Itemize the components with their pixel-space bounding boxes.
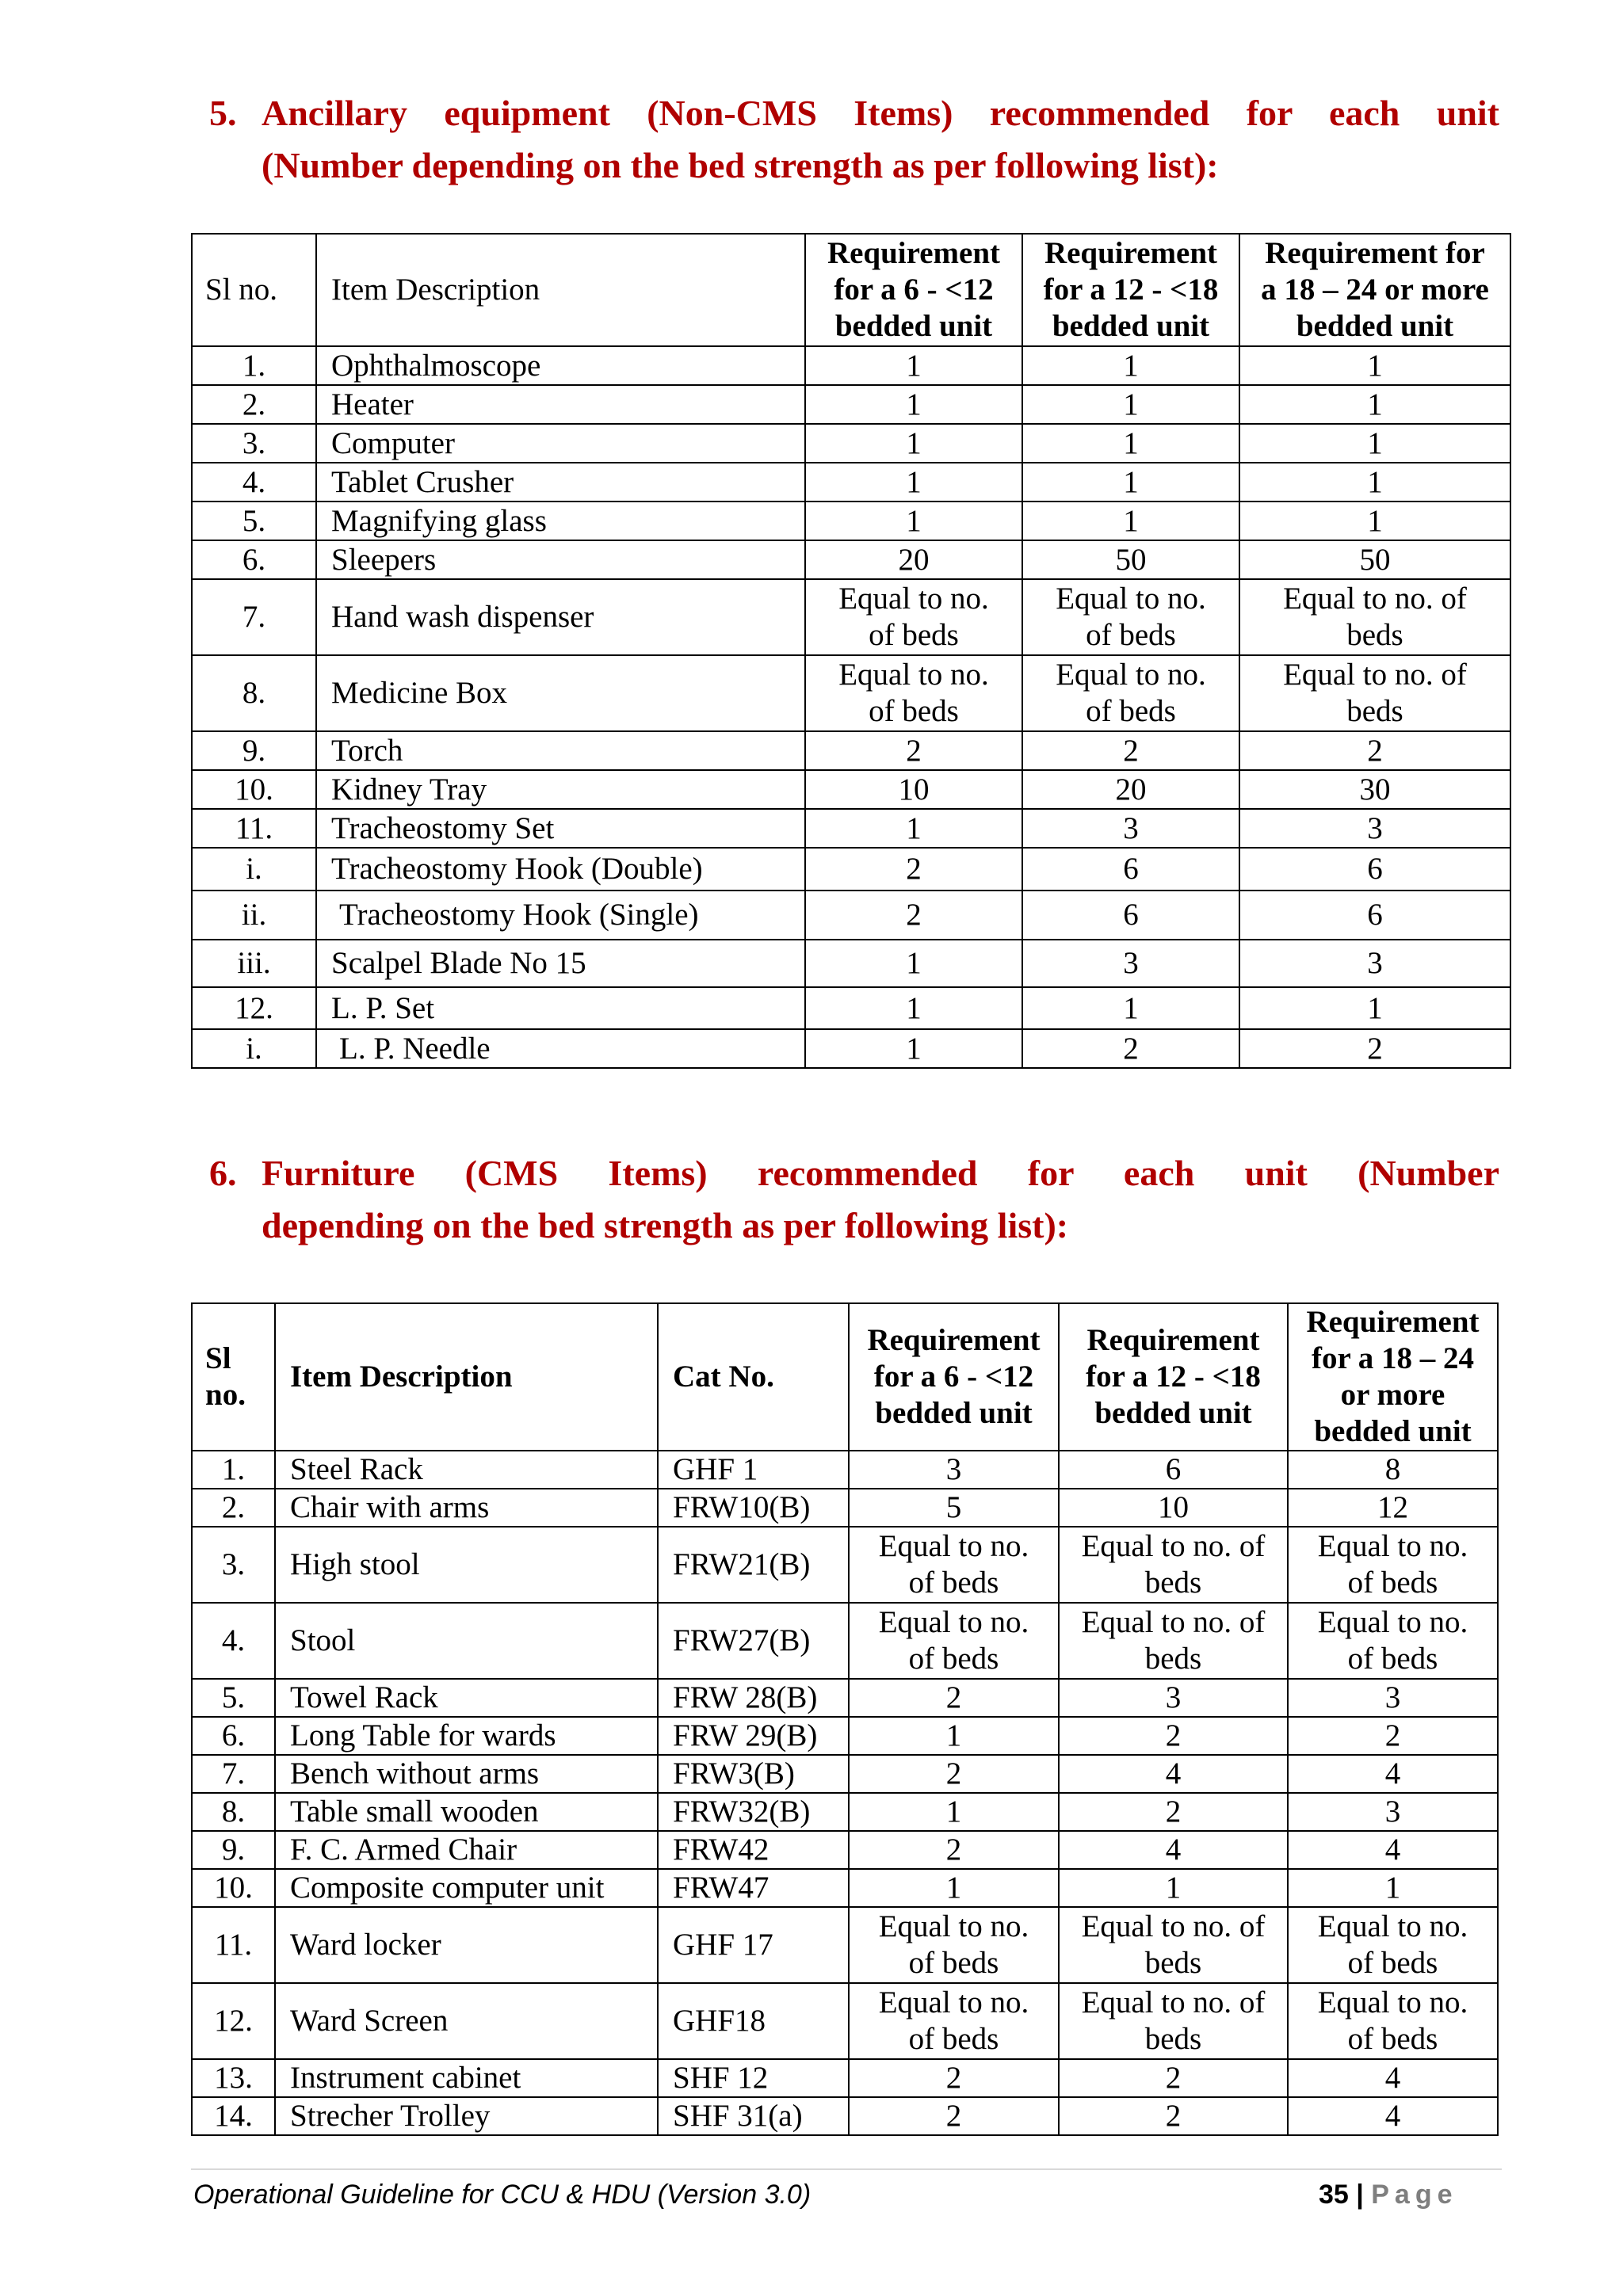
cell-sl: 3. [192,1527,275,1603]
cell-sl: 1. [192,1451,275,1489]
cell-req2: 2 [1022,1029,1239,1068]
cell-cat: SHF 31(a) [658,2097,849,2135]
cell-item: Heater [316,385,805,424]
header-req-6-12-line1: Requirement [867,1323,1041,1357]
cell-req2: 2 [1059,2059,1288,2097]
cell-req1: 1 [805,940,1022,987]
cell-req2: 1 [1059,1869,1288,1907]
cell-sl: 3. [192,424,316,463]
cell-sl: i. [192,1029,316,1068]
cell-cat: FRW21(B) [658,1527,849,1603]
cell-req3: 1 [1239,987,1510,1029]
cell-req2-line2: beds [1144,2022,1202,2056]
table-row [192,463,1510,502]
table-row [192,655,1510,731]
cell-req1-line2: of beds [908,2022,999,2056]
header-sl-no [192,1303,275,1451]
table-row [192,502,1510,540]
cell-item: Ward Screen [275,1983,658,2059]
section-6-title-line2: depending on the bed strength as per following list): [262,1205,1069,1245]
cell-req3-line1: Equal to no. [1317,1909,1468,1943]
cell-item: Instrument cabinet [275,2059,658,2097]
table-row [192,1869,1498,1907]
cell-item: Strecher Trolley [275,2097,658,2135]
cell-item: Bench without arms [275,1755,658,1793]
cell-req1-line2: of beds [869,694,959,728]
cell-req1: 20 [805,540,1022,579]
header-cat-no: Cat No. [658,1303,849,1451]
cell-req2: 1 [1022,385,1239,424]
cell-req1: 1 [805,463,1022,502]
header-req-18-24 [1239,234,1510,346]
cell-req2: 10 [1059,1489,1288,1527]
cell-req1: 3 [849,1451,1059,1489]
cell-sl: 2. [192,385,316,424]
cell-req3: 3 [1288,1793,1498,1831]
cell-req1: 1 [805,385,1022,424]
cell-req3: 50 [1239,540,1510,579]
cell-req3: 3 [1288,1679,1498,1717]
section-5-title-line2: (Number depending on the bed strength as per following list): [262,145,1219,185]
cell-item: Kidney Tray [316,770,805,809]
cell-req2: 1 [1022,424,1239,463]
header-sl-no-line2: no. [205,1378,246,1412]
cell-req3 [1288,1907,1498,1983]
cell-req1: 1 [805,424,1022,463]
cell-req2 [1059,1907,1288,1983]
cell-item: L. P. Set [316,987,805,1029]
cell-sl: 6. [192,540,316,579]
header-req-18-24-line4: bedded unit [1314,1414,1472,1448]
header-req-18-24-line1: Requirement for [1265,236,1485,270]
cell-sl: 9. [192,1831,275,1869]
cell-req3: 4 [1288,1755,1498,1793]
cell-req1 [805,655,1022,731]
cell-sl: 8. [192,655,316,731]
header-req-12-18-line1: Requirement [1044,236,1218,270]
cell-req2 [1059,1527,1288,1603]
cell-req3-line1: Equal to no. [1317,1985,1468,2019]
header-req-12-18-line3: bedded unit [1052,309,1210,343]
cell-req3-line1: Equal to no. [1317,1605,1468,1639]
cell-req1: 2 [849,1755,1059,1793]
cell-req3: 12 [1288,1489,1498,1527]
cell-item: Tracheostomy Hook (Single) [316,891,805,940]
cell-req1: 1 [849,1717,1059,1755]
cell-req2 [1022,579,1239,655]
cell-req2-line1: Equal to no. of [1081,1605,1266,1639]
header-req-6-12-line2: for a 6 - <12 [873,1360,1034,1394]
footer-separator: | [1356,2180,1364,2210]
cell-item: Sleepers [316,540,805,579]
cell-req1: 2 [805,731,1022,770]
header-req-12-18 [1059,1303,1288,1451]
table-row [192,540,1510,579]
cell-req1: 1 [805,809,1022,848]
cell-req1-line2: of beds [869,618,959,652]
cell-req1: 5 [849,1489,1059,1527]
cell-req2: 2 [1059,1793,1288,1831]
table-row [192,1983,1498,2059]
cell-req2-line1: Equal to no. of [1081,1909,1266,1943]
cell-item: Hand wash dispenser [316,579,805,655]
cell-req1: 1 [849,1793,1059,1831]
table-row [192,1489,1498,1527]
cell-req1-line1: Equal to no. [878,1985,1029,2019]
cell-req1 [849,1907,1059,1983]
table-row [192,1755,1498,1793]
cell-req3: 4 [1288,1831,1498,1869]
footer-divider [191,2168,1502,2170]
table-row [192,809,1510,848]
cell-req2 [1059,1603,1288,1679]
cell-cat: FRW42 [658,1831,849,1869]
cell-cat: SHF 12 [658,2059,849,2097]
cell-req2-line1: Equal to no. [1056,582,1206,616]
cell-item: Medicine Box [316,655,805,731]
table-header-row [192,1303,1498,1451]
cell-req2: 50 [1022,540,1239,579]
cell-item: Stool [275,1603,658,1679]
cell-req2-line2: of beds [1086,618,1176,652]
cell-req2-line1: Equal to no. of [1081,1985,1266,2019]
cell-cat: FRW32(B) [658,1793,849,1831]
cell-req2: 1 [1022,502,1239,540]
cell-req3: 4 [1288,2097,1498,2135]
cell-item: Magnifying glass [316,502,805,540]
cell-req1 [805,579,1022,655]
cell-req3-line2: of beds [1347,2022,1438,2056]
header-req-12-18-line2: for a 12 - <18 [1086,1360,1261,1394]
cell-req3: 3 [1239,809,1510,848]
cell-sl: i. [192,848,316,891]
section-5-heading [209,87,1499,192]
cell-req2: 1 [1022,346,1239,385]
header-sl-no-line1: Sl [205,1341,231,1375]
cell-item: Steel Rack [275,1451,658,1489]
cell-req2 [1059,1983,1288,2059]
section-6-number: 6. [209,1153,237,1193]
section-6-heading [209,1147,1499,1252]
footer-document-title: Operational Guideline for CCU & HDU (Version 3.0) [193,2180,812,2210]
cell-req1: 1 [805,1029,1022,1068]
cell-sl: 7. [192,1755,275,1793]
table-row [192,1451,1498,1489]
cell-req1 [849,1527,1059,1603]
cell-item: Composite computer unit [275,1869,658,1907]
section-5-title-line1: Ancillary equipment (Non-CMS Items) recommended for each unit [262,93,1499,133]
cell-req2-line2: beds [1144,1642,1202,1676]
table-row [192,1527,1498,1603]
cell-req2: 6 [1059,1451,1288,1489]
header-req-18-24-line1: Requirement [1306,1305,1480,1339]
header-item-description: Item Description [275,1303,658,1451]
cell-req1 [849,1983,1059,2059]
cell-req3 [1288,1603,1498,1679]
cell-req2 [1022,655,1239,731]
cell-req2: 3 [1022,940,1239,987]
cell-req1-line1: Equal to no. [878,1909,1029,1943]
header-req-6-12 [805,234,1022,346]
cell-cat: GHF 1 [658,1451,849,1489]
cell-req3 [1288,1983,1498,2059]
cell-req2: 2 [1059,2097,1288,2135]
cell-item: Scalpel Blade No 15 [316,940,805,987]
cell-item: Computer [316,424,805,463]
cell-req2-line2: beds [1144,1946,1202,1980]
cell-req3: 30 [1239,770,1510,809]
cell-item: Tablet Crusher [316,463,805,502]
cell-req1 [849,1603,1059,1679]
header-req-18-24-line2: for a 18 – 24 [1311,1341,1475,1375]
cell-item: Chair with arms [275,1489,658,1527]
cell-req3 [1239,655,1510,731]
section-6-title-line1: Furniture (CMS Items) recommended for each unit (Number [262,1153,1499,1193]
cell-cat: FRW3(B) [658,1755,849,1793]
cell-cat: FRW47 [658,1869,849,1907]
cell-item: Ward locker [275,1907,658,1983]
cell-req3: 2 [1288,1717,1498,1755]
cell-req2: 6 [1022,891,1239,940]
cell-cat: GHF18 [658,1983,849,2059]
cell-sl: iii. [192,940,316,987]
cell-req1: 1 [805,987,1022,1029]
cell-sl: 12. [192,1983,275,2059]
cell-req1: 1 [805,502,1022,540]
cell-item: Tracheostomy Hook (Double) [316,848,805,891]
table-row [192,424,1510,463]
ancillary-equipment-table [191,233,1511,1069]
table-row [192,848,1510,891]
table-row [192,1603,1498,1679]
cell-req1: 2 [849,2097,1059,2135]
cell-req2: 2 [1022,731,1239,770]
cell-sl: 4. [192,463,316,502]
cell-req1: 2 [849,1679,1059,1717]
cell-sl: 14. [192,2097,275,2135]
cell-req3: 4 [1288,2059,1498,2097]
cell-req3: 1 [1239,424,1510,463]
cell-sl: 11. [192,809,316,848]
cell-req1: 10 [805,770,1022,809]
cell-req1-line1: Equal to no. [878,1529,1029,1563]
cell-req3-line2: beds [1346,694,1403,728]
header-req-18-24-line3: or more [1340,1378,1445,1412]
cell-item: Table small wooden [275,1793,658,1831]
cell-req3: 6 [1239,891,1510,940]
cell-req3-line1: Equal to no. of [1283,658,1467,692]
header-sl-no: Sl no. [192,234,316,346]
header-req-18-24-line2: a 18 – 24 or more [1261,273,1489,307]
cell-req2: 1 [1022,987,1239,1029]
cell-req1: 2 [849,2059,1059,2097]
cell-item: Ophthalmoscope [316,346,805,385]
cell-sl: 10. [192,770,316,809]
header-req-18-24-line3: bedded unit [1296,309,1454,343]
table-row [192,2097,1498,2135]
footer-page-word: Page [1371,2180,1458,2210]
cell-cat: FRW10(B) [658,1489,849,1527]
cell-req1: 2 [805,848,1022,891]
header-req-12-18-line3: bedded unit [1094,1396,1252,1430]
cell-sl: 4. [192,1603,275,1679]
cell-sl: 5. [192,1679,275,1717]
cell-sl: 9. [192,731,316,770]
footer-page-number: 35 [1319,2180,1349,2210]
cell-item: L. P. Needle [316,1029,805,1068]
header-req-18-24 [1288,1303,1498,1451]
cell-req3: 6 [1239,848,1510,891]
table-row [192,1679,1498,1717]
cell-sl: 2. [192,1489,275,1527]
cell-req2: 20 [1022,770,1239,809]
cell-req3: 8 [1288,1451,1498,1489]
table-row [192,385,1510,424]
cell-req2: 4 [1059,1831,1288,1869]
table-row [192,1831,1498,1869]
section-5-number: 5. [209,93,237,133]
table-header-row [192,234,1510,346]
cell-req3 [1239,579,1510,655]
cell-req3-line1: Equal to no. [1317,1529,1468,1563]
table-row [192,731,1510,770]
cell-cat: GHF 17 [658,1907,849,1983]
cell-req2: 3 [1022,809,1239,848]
cell-sl: 11. [192,1907,275,1983]
cell-item: F. C. Armed Chair [275,1831,658,1869]
cell-req2: 3 [1059,1679,1288,1717]
cell-req3: 1 [1239,463,1510,502]
cell-item: Torch [316,731,805,770]
cell-sl: 6. [192,1717,275,1755]
cell-req3-line2: of beds [1347,1566,1438,1600]
cell-req1-line1: Equal to no. [838,658,989,692]
header-req-12-18-line2: for a 12 - <18 [1043,273,1219,307]
table-row [192,346,1510,385]
cell-req2: 6 [1022,848,1239,891]
cell-sl: 8. [192,1793,275,1831]
table-row [192,770,1510,809]
furniture-table [191,1302,1499,2136]
cell-req1-line1: Equal to no. [878,1605,1029,1639]
cell-sl: 13. [192,2059,275,2097]
table-row [192,891,1510,940]
cell-req3-line2: of beds [1347,1642,1438,1676]
footer-page-indicator [1319,2177,1458,2212]
cell-req2-line2: of beds [1086,694,1176,728]
cell-item: High stool [275,1527,658,1603]
cell-sl: 1. [192,346,316,385]
table-row [192,2059,1498,2097]
cell-req1-line1: Equal to no. [838,582,989,616]
header-req-6-12-line1: Requirement [827,236,1001,270]
cell-sl: 12. [192,987,316,1029]
cell-sl: 10. [192,1869,275,1907]
table-row [192,579,1510,655]
header-req-12-18-line1: Requirement [1086,1323,1260,1357]
header-req-6-12-line3: bedded unit [834,309,993,343]
header-req-6-12-line3: bedded unit [875,1396,1033,1430]
header-req-6-12 [849,1303,1059,1451]
cell-req1: 2 [849,1831,1059,1869]
cell-req1: 2 [805,891,1022,940]
cell-cat: FRW 29(B) [658,1717,849,1755]
cell-req2: 2 [1059,1717,1288,1755]
cell-req3: 1 [1239,502,1510,540]
cell-req1: 1 [805,346,1022,385]
cell-req2: 1 [1022,463,1239,502]
cell-req3: 1 [1239,346,1510,385]
cell-sl: 5. [192,502,316,540]
cell-item: Long Table for wards [275,1717,658,1755]
cell-item: Tracheostomy Set [316,809,805,848]
cell-req3: 1 [1239,385,1510,424]
cell-req2-line1: Equal to no. of [1081,1529,1266,1563]
cell-req1-line2: of beds [908,1642,999,1676]
header-req-12-18 [1022,234,1239,346]
cell-req2-line1: Equal to no. [1056,658,1206,692]
cell-cat: FRW27(B) [658,1603,849,1679]
table-row [192,1907,1498,1983]
table-row [192,1029,1510,1068]
table-row [192,1717,1498,1755]
table-row [192,1793,1498,1831]
cell-req3: 1 [1288,1869,1498,1907]
cell-req3: 2 [1239,731,1510,770]
cell-sl: 7. [192,579,316,655]
cell-req1: 1 [849,1869,1059,1907]
cell-req3-line2: beds [1346,618,1403,652]
cell-req2-line2: beds [1144,1566,1202,1600]
cell-cat: FRW 28(B) [658,1679,849,1717]
cell-req3-line2: of beds [1347,1946,1438,1980]
table-row [192,940,1510,987]
cell-sl: ii. [192,891,316,940]
cell-req1-line2: of beds [908,1566,999,1600]
table-row [192,987,1510,1029]
cell-req2: 4 [1059,1755,1288,1793]
cell-req3: 2 [1239,1029,1510,1068]
header-item-description: Item Description [316,234,805,346]
cell-req3 [1288,1527,1498,1603]
cell-req1-line2: of beds [908,1946,999,1980]
cell-req3-line1: Equal to no. of [1283,582,1467,616]
cell-req3: 3 [1239,940,1510,987]
cell-item: Towel Rack [275,1679,658,1717]
header-req-6-12-line2: for a 6 - <12 [834,273,994,307]
